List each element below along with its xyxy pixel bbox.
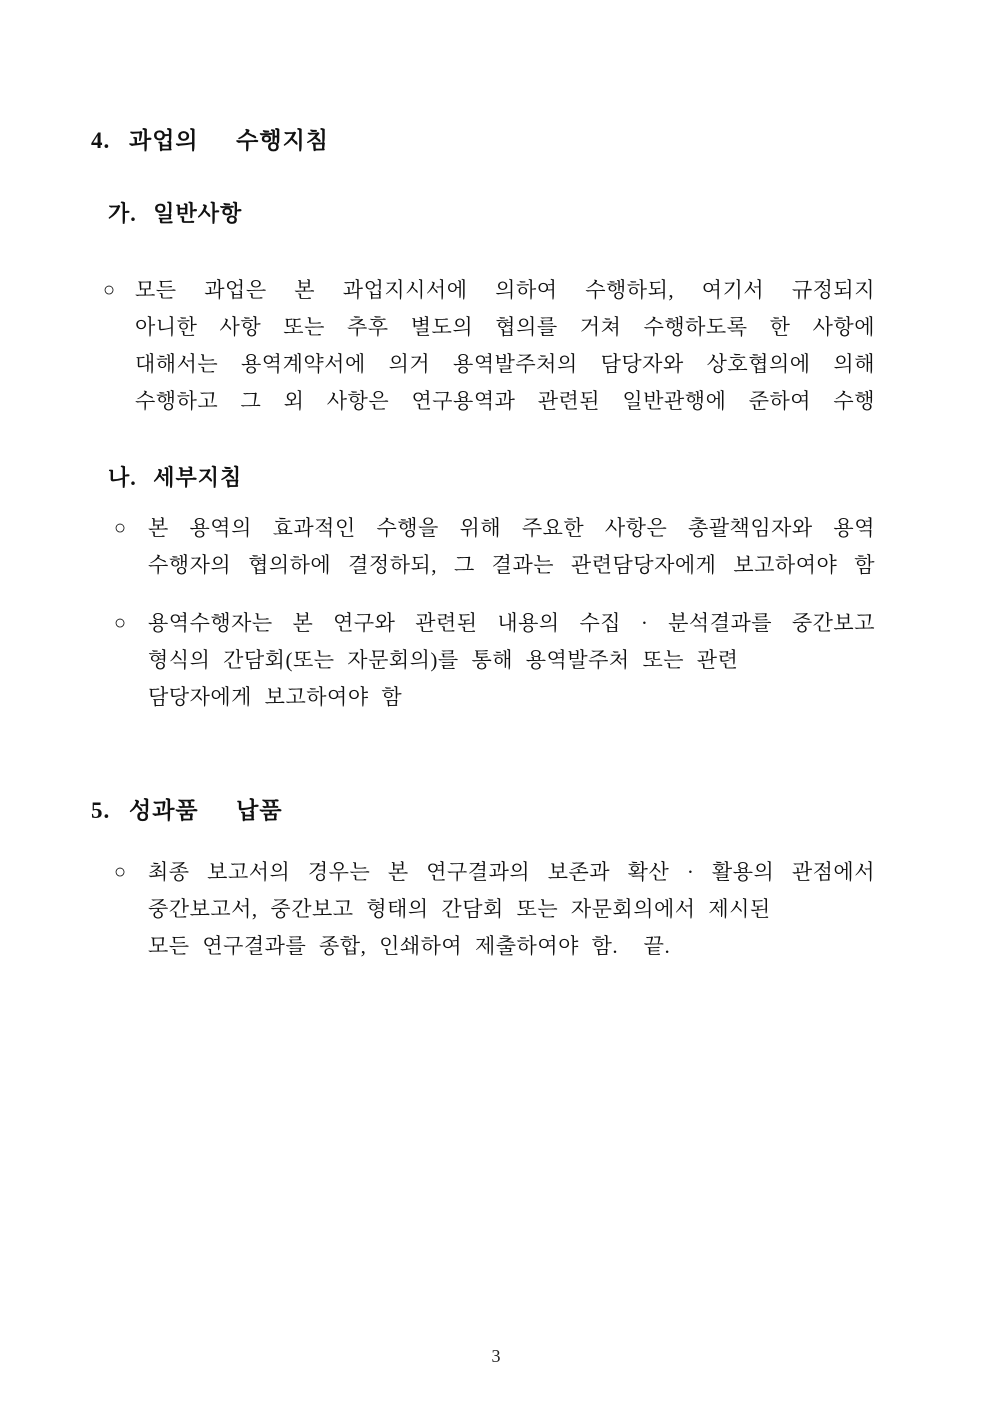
bullet-text: [148, 854, 875, 965]
bullet-line: 모든 과업은 본 과업지시서에 의하여 수행하되, 여기서 규정되지: [135, 278, 875, 302]
section-5-heading: 5. 성과품 납품: [91, 798, 283, 823]
section-4-heading: 4. 과업의 수행지침: [91, 128, 330, 153]
circle-bullet-icon: ○: [114, 612, 127, 634]
bullet-line: 담당자에게 보고하여야 함: [148, 685, 403, 709]
bullet-text: [148, 605, 875, 716]
subsection-na-heading: 나. 세부지침: [108, 465, 243, 490]
bullet-text: [135, 272, 875, 420]
circle-bullet-icon: ○: [114, 517, 127, 539]
circle-bullet-icon: ○: [103, 279, 116, 301]
bullet-line: 대해서는 용역계약서에 의거 용역발주처의 담당자와 상호협의에 의해: [135, 352, 875, 376]
bullet-line: 용역수행자는 본 연구와 관련된 내용의 수집 · 분석결과를 중간보고: [148, 611, 875, 635]
bullet-line: 모든 연구결과를 종합, 인쇄하여 제출하여야 함. 끝.: [148, 934, 671, 958]
bullet-paragraph: [114, 510, 875, 584]
subsection-ga-heading: 가. 일반사항: [108, 201, 243, 226]
bullet-line: 수행하고 그 외 사항은 연구용역과 관련된 일반관행에 준하여 수행: [135, 389, 875, 413]
bullet-line: 최종 보고서의 경우는 본 연구결과의 보존과 확산 · 활용의 관점에서: [148, 860, 875, 884]
bullet-line: 본 용역의 효과적인 수행을 위해 주요한 사항은 총괄책임자와 용역: [148, 516, 875, 540]
circle-bullet-icon: ○: [114, 861, 127, 883]
bullet-line: 형식의 간담회(또는 자문회의)를 통해 용역발주처 또는 관련: [148, 648, 739, 672]
bullet-line: 중간보고서, 중간보고 형태의 간담회 또는 자문회의에서 제시된: [148, 897, 771, 921]
bullet-paragraph: [103, 272, 875, 420]
bullet-paragraph: [114, 605, 875, 716]
bullet-line: 수행자의 협의하에 결정하되, 그 결과는 관련담당자에게 보고하여야 함: [148, 553, 875, 577]
bullet-paragraph: [114, 854, 875, 965]
bullet-line: 아니한 사항 또는 추후 별도의 협의를 거쳐 수행하도록 한 사항에: [135, 315, 875, 339]
bullet-text: [148, 510, 875, 584]
page-number: 3: [491, 1346, 501, 1366]
